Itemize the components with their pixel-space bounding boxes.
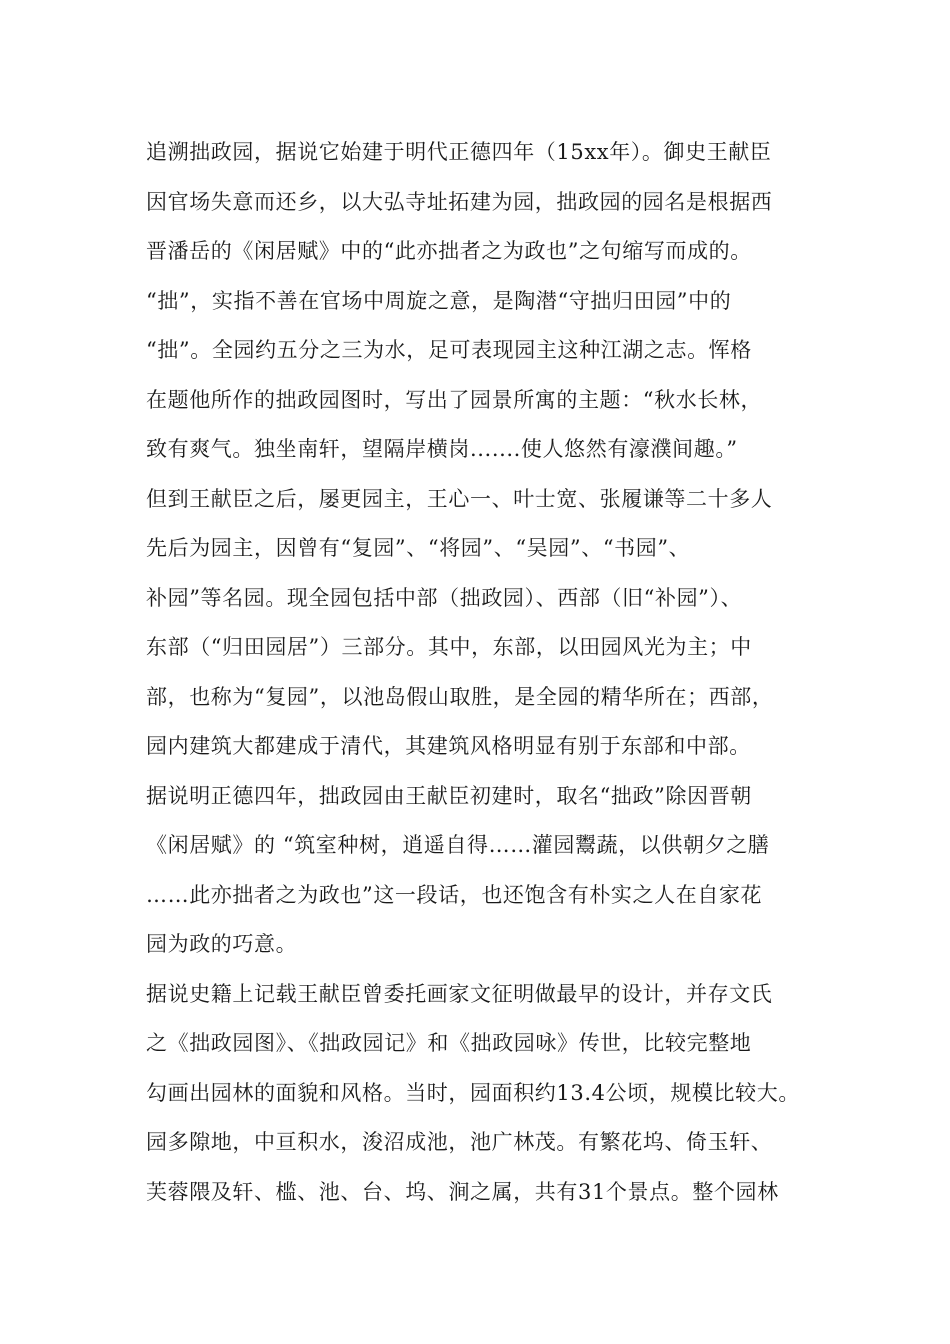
body-text [146, 128, 836, 1217]
text-line: 晋潘岳的《闲居赋》中的“此亦拙者之为政也”之句缩写而成的。 [146, 239, 752, 263]
text-line: “拙”。全园约五分之三为水，足可表现园主这种江湖之志。恽格 [146, 338, 752, 362]
text-line: 东部（“归田园居”）三部分。其中，东部，以田园风光为主；中 [146, 635, 752, 659]
text-line: 据说明正德四年，拙政园由王献臣初建时，取名“拙政”除因晋朝 [146, 783, 752, 808]
text-line: 在题他所作的拙政园图时，写出了园景所寓的主题：“秋水长林， [146, 387, 763, 412]
text-line: 补园”等名园。现全园包括中部（拙政园）、西部（旧“补园”）、 [146, 585, 743, 610]
text-line: 园为政的巧意。 [146, 932, 298, 956]
text-line: 据说史籍上记载王献臣曾委托画家文征明做最早的设计，并存文氏 [146, 981, 773, 1006]
text-line: 园内建筑大都建成于清代，其建筑风格明显有别于东部和中部。 [146, 734, 751, 758]
text-line: 但到王献臣之后，屡更园主，王心一、叶士宽、张履谦等二十多人 [146, 486, 773, 511]
text-line: 因官场失意而还乡，以大弘寺址拓建为园，拙政园的园名是根据西 [146, 189, 773, 214]
text-line: 先后为园主，因曾有“复园”、“将园”、“吴园”、“书园”、 [146, 536, 691, 560]
text-line: 勾画出园林的面貌和风格。当时，园面积约13.4公顷，规模比较大。 [146, 1080, 800, 1105]
text-line: 之《拙政园图》、《拙政园记》和《拙政园咏》传世，比较完整地 [146, 1031, 752, 1055]
text-line: “拙”，实指不善在官场中周旋之意，是陶潜“守拙归田园”中的 [146, 288, 732, 313]
text-line: ……此亦拙者之为政也”这一段话，也还饱含有朴实之人在自家花 [146, 882, 763, 907]
text-line: 追溯拙政园，据说它始建于明代正德四年（15xx年）。御史王献臣 [146, 140, 772, 164]
text-line: 芙蓉隈及轩、槛、池、台、坞、涧之属，共有31个景点。整个园林 [146, 1179, 779, 1204]
text-line: 园多隙地，中亘积水，浚沼成池，池广林茂。有繁花坞、倚玉轩、 [146, 1130, 773, 1154]
text-line: 《闲居赋》的 “筑室种树，逍遥自得……灌园鬻蔬，以供朝夕之膳 [146, 833, 770, 857]
text-line: 部，也称为“复园”，以池岛假山取胜，是全园的精华所在；西部， [146, 684, 774, 709]
text-line: 致有爽气。独坐南轩，望隔岸横岗.......使人悠然有濠濮间趣。” [146, 437, 738, 461]
